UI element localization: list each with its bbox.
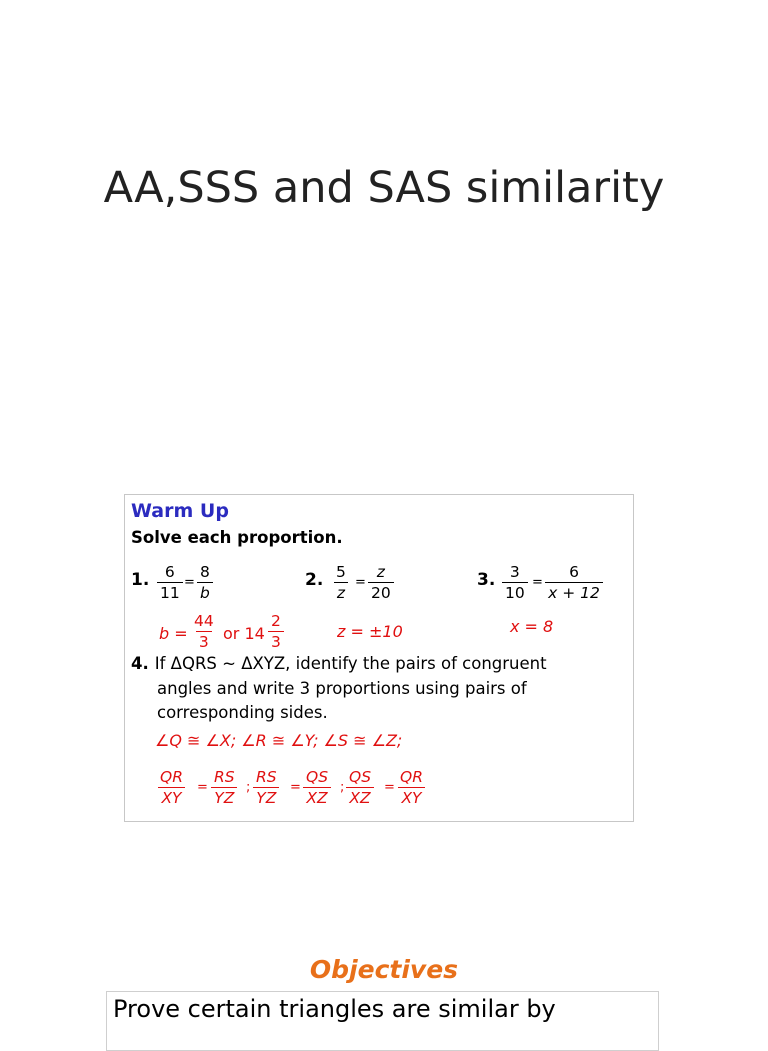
problem-1-right-fraction: [197, 562, 213, 603]
problem-4-line-1: If ΔQRS ~ ΔXYZ, identify the pairs of congruent: [154, 654, 547, 673]
problem-1-left-fraction: [157, 562, 183, 603]
slide-title-text: AA,SSS and SAS similarity: [103, 163, 665, 213]
fraction-numerator: 3: [509, 563, 520, 581]
fraction-numerator: 6: [569, 563, 579, 581]
fraction-denominator: 11: [157, 582, 183, 603]
warm-up-panel: [124, 494, 634, 822]
problem-2-left-fraction: [333, 562, 349, 603]
equals-sign: =: [355, 575, 366, 590]
fraction-denominator: 10: [502, 582, 528, 603]
fraction-numerator: QS: [349, 768, 372, 786]
problem-4-label: 4.: [131, 654, 149, 673]
fraction-numerator: 8: [200, 563, 210, 581]
fraction-denominator: z: [334, 582, 348, 603]
problem-1-label: 1.: [131, 570, 150, 590]
proportion-fraction: [303, 767, 331, 808]
fraction-denominator: YZ: [253, 787, 279, 808]
fraction-numerator: QS: [306, 768, 329, 786]
equals-sign: =: [290, 780, 301, 795]
proportion-fraction: [211, 767, 238, 808]
fraction-numerator: 5: [336, 563, 346, 581]
proportion-fraction: [346, 767, 374, 808]
problem-2-answer: z = ±10: [337, 622, 403, 641]
fraction-denominator: 3: [196, 631, 212, 652]
fraction-numerator: 44: [194, 612, 214, 630]
fraction-denominator: x + 12: [545, 582, 603, 603]
fraction-denominator: XZ: [346, 787, 373, 808]
problem-4-line-3: corresponding sides.: [157, 703, 328, 722]
objectives-text: Prove certain triangles are similar by: [113, 995, 556, 1023]
fraction-numerator: QR: [160, 768, 183, 786]
problem-1-answer-or: or 14: [223, 624, 265, 643]
equals-sign: =: [384, 780, 395, 795]
equals-sign: =: [184, 575, 195, 590]
fraction-denominator: XZ: [303, 787, 330, 808]
proportion-fraction: [157, 767, 186, 808]
fraction-denominator: XY: [398, 787, 424, 808]
fraction-numerator: 2: [271, 612, 281, 630]
equals-sign: =: [197, 780, 208, 795]
objectives-panel: [106, 991, 659, 1051]
fraction-numerator: RS: [214, 768, 235, 786]
problem-3-left-fraction: [502, 562, 528, 603]
fraction-denominator: 3: [268, 631, 284, 652]
problem-4-text: [131, 652, 631, 726]
warm-up-heading: Warm Up: [131, 500, 229, 522]
problem-1-answer-mixed-fraction: [268, 611, 284, 652]
problem-2-label: 2.: [305, 570, 324, 590]
problem-3-label: 3.: [477, 570, 496, 590]
problem-2-right-fraction: [368, 562, 394, 603]
fraction-denominator: b: [197, 582, 213, 603]
problem-3-answer: x = 8: [510, 617, 554, 636]
fraction-numerator: RS: [256, 768, 277, 786]
fraction-numerator: z: [376, 563, 385, 581]
fraction-numerator: QR: [400, 768, 423, 786]
problem-1-answer-fraction: [191, 611, 217, 652]
separator: ;: [340, 780, 345, 795]
separator: ;: [246, 780, 251, 795]
proportion-fraction: [397, 767, 426, 808]
problem-3-right-fraction: [545, 562, 603, 603]
problem-1-answer-prefix: b =: [159, 624, 188, 643]
fraction-numerator: 6: [164, 563, 175, 581]
fraction-denominator: 20: [368, 582, 394, 603]
problem-4-line-2: angles and write 3 proportions using pairs of: [157, 678, 527, 698]
problem-4-angles-answer: ∠Q ≅ ∠X; ∠R ≅ ∠Y; ∠S ≅ ∠Z;: [155, 731, 403, 750]
fraction-denominator: XY: [158, 787, 184, 808]
fraction-denominator: YZ: [211, 787, 237, 808]
proportion-fraction: [253, 767, 280, 808]
warm-up-instruction: Solve each proportion.: [131, 528, 343, 547]
equals-sign: =: [532, 575, 543, 590]
objectives-heading: Objectives: [309, 955, 459, 984]
